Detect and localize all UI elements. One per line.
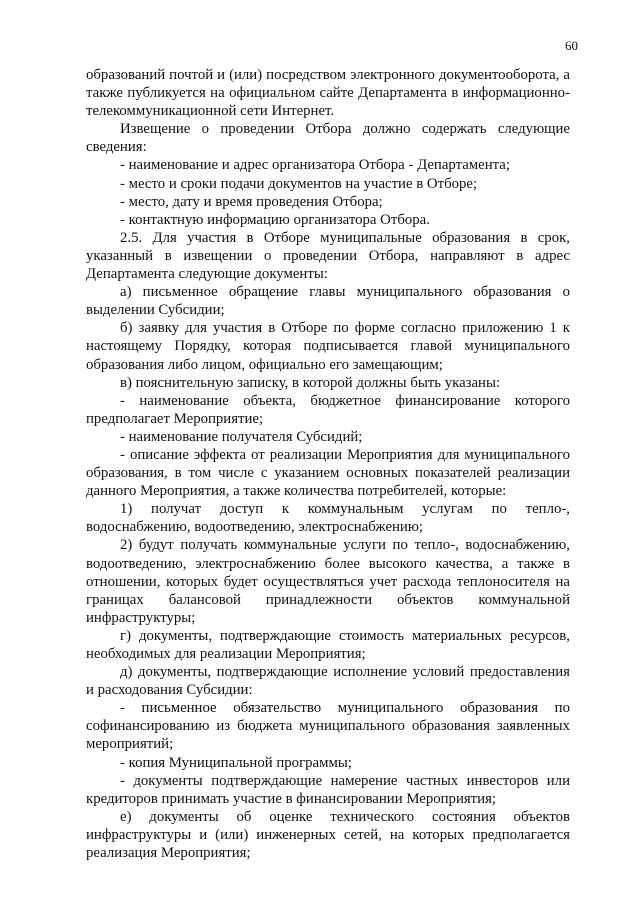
paragraph-section-2-5: 2.5. Для участия в Отборе муниципальные образования в срок, указанный в извещении о проведении Отбора, направляют в адрес Департамента следующие документы: (86, 229, 570, 283)
list-item-v: в) пояснительную записку, в которой должны быть указаны: (120, 374, 501, 391)
sub-item-effect-description: - описание эффекта от реализации Мероприятия для муниципального образования, в том числе с указанием основных показателей реализации данного Мероприятия, а также количества потребителей, которые: (86, 446, 570, 500)
sub-item-investors: - документы подтверждающие намерение частных инвесторов или кредиторов принимать участие в финансировании Мероприятия; (86, 772, 570, 807)
sub-item-cofinancing: - письменное обязательство муниципального образования по софинансированию из бюджета муниципального образования заявленных мероприятий; (86, 700, 570, 753)
sub-item-program-copy: - копия Муниципальной программы; (120, 754, 352, 771)
paragraph-continuation: образований почтой и (или) посредством электронного документооборота, а также публикуется на официальном сайте Департамента в информационно-телекоммуникационной сети Интернет. (86, 67, 570, 120)
document-body (86, 66, 570, 862)
list-item-contact-info: - контактную информацию организатора Отбора. (120, 211, 430, 228)
sub-item-2: 2) будут получать коммунальные услуги по тепло-, водоснабжению, водоотведению, электроснабжению более высокого качества, а также в отношении, которых будет осуществляться учет расхода теплоносителя на границах балансовой принадлежности объектов коммунальной инфраструктуры; (86, 537, 570, 626)
page-number: 60 (565, 38, 578, 53)
paragraph-notice-intro: Извещение о проведении Отбора должно содержать следующие сведения: (86, 121, 570, 156)
list-item-d: д) документы, подтверждающие исполнение условий предоставления и расходования Субсидии: (86, 664, 570, 699)
list-item-submission-place: - место и сроки подачи документов на участие в Отборе; (120, 175, 478, 192)
sub-item-recipient-name: - наименование получателя Субсидий; (120, 428, 363, 445)
list-item-e: е) документы об оценке технического состояния объектов инфраструктуры и (или) инженерных сетей, на которых предполагается реализация Мероприятия; (86, 808, 570, 862)
sub-item-1: 1) получат доступ к коммунальным услугам по тепло-, водоснабжению, водоотведению, электроснабжению; (86, 501, 570, 536)
sub-item-object-name: - наименование объекта, бюджетное финансирование которого предполагает Мероприятие; (86, 392, 570, 427)
list-item-selection-date: - место, дату и время проведения Отбора; (120, 193, 383, 210)
list-item-b: б) заявку для участия в Отборе по форме согласно приложению 1 к настоящему Порядку, которая подписывается главой муниципального образования либо лицом, официально его замещающим; (86, 320, 570, 373)
list-item-g: г) документы, подтверждающие стоимость материальных ресурсов, необходимых для реализации Мероприятия; (86, 627, 570, 662)
list-item-organizer-name: - наименование и адрес организатора Отбора - Департамента; (120, 157, 510, 174)
list-item-a: а) письменное обращение главы муниципального образования о выделении Субсидии; (86, 284, 570, 319)
